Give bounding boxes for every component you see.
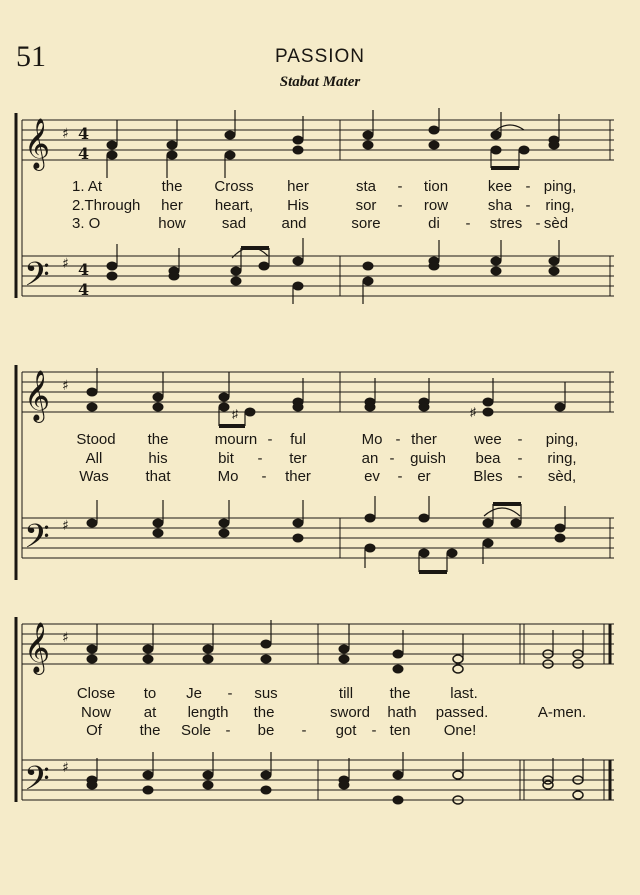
bass-clef-icon: 𝄢 <box>24 760 50 806</box>
svg-text:♯: ♯ <box>232 407 238 421</box>
svg-text:4: 4 <box>78 260 90 279</box>
system-2-lyrics-verse-2: All his bit - ter an - guish bea - ring, <box>85 450 577 467</box>
system-1-lyrics-verse-3: 3. O how sad and sore di - stres - sèd <box>72 215 569 232</box>
svg-text:4: 4 <box>78 280 90 299</box>
svg-text:♯: ♯ <box>62 518 69 534</box>
bass-clef-icon: 𝄢 <box>24 256 50 302</box>
treble-clef-icon: 𝄞 <box>24 622 51 673</box>
svg-text:♯: ♯ <box>62 256 69 272</box>
svg-text:♯: ♯ <box>62 126 69 142</box>
system-2-lyrics-verse-3: Was that Mo - ther ev - er Bles - sèd, <box>79 468 577 485</box>
system-1-lyrics-verse-1: 1. At the Cross her sta - tion kee - ping, <box>72 178 577 195</box>
svg-text:♯: ♯ <box>62 630 69 646</box>
system-1-lyrics-verse-2: 2.Through her heart, His sor - row sha - ring, <box>72 197 575 214</box>
svg-text:♯: ♯ <box>470 405 476 419</box>
system-3-lyrics-verse-3: Of the Sole - be - got - ten One! <box>86 722 477 739</box>
hymn-title: PASSION <box>274 46 366 67</box>
svg-text:♯: ♯ <box>62 760 69 776</box>
treble-clef-icon: 𝄞 <box>24 118 51 169</box>
svg-text:♯: ♯ <box>62 378 69 394</box>
bass-clef-icon: 𝄢 <box>24 518 50 564</box>
hymn-number: 51 <box>16 40 46 73</box>
system-3-lyrics-verse-1: Close to Je - sus till the last. <box>76 685 478 702</box>
system-3-lyrics-verse-2: Now at length the sword hath passed. A-men. <box>80 704 587 721</box>
svg-text:4: 4 <box>78 124 90 143</box>
tune-name: Stabat Mater <box>279 74 361 90</box>
system-2-lyrics-verse-1: Stood the mourn - ful Mo - ther wee - ping, <box>76 431 579 448</box>
svg-text:4: 4 <box>78 144 90 163</box>
treble-clef-icon: 𝄞 <box>24 370 51 421</box>
